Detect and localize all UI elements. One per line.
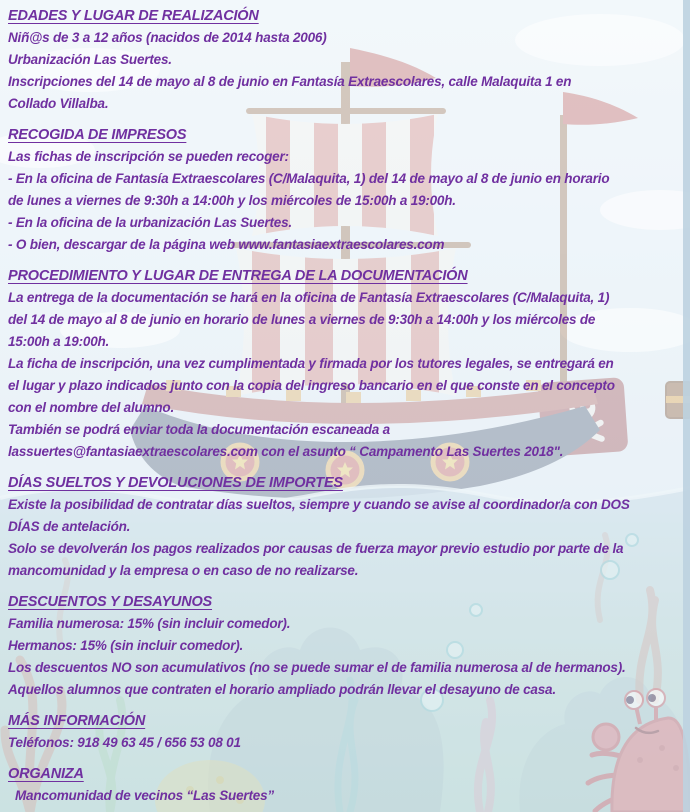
section-heading: DESCUENTOS Y DESAYUNOS — [8, 594, 213, 610]
section-organiza — [8, 763, 682, 807]
text-line: Niñ@s de 3 a 12 años (nacidos de 2014 hasta 2006) — [8, 30, 327, 45]
section-procedimiento — [8, 265, 682, 463]
text-line: Inscripciones del 14 de mayo al 8 de junio en Fantasía Extraescolares, calle Malaquita 1 en — [8, 74, 572, 89]
text-line: Urbanización Las Suertes. — [8, 52, 172, 67]
text-line: 15:00h a 19:00h. — [8, 334, 110, 349]
text-line: de lunes a viernes de 9:30h a 14:00h y los miércoles de 15:00h a 19:00h. — [8, 193, 456, 208]
text-line: Aquellos alumnos que contraten el horario ampliado podrán llevar el desayuno de casa. — [8, 682, 556, 697]
section-descuentos — [8, 591, 682, 701]
organizer-name: Mancomunidad de vecinos “Las Suertes” — [15, 788, 274, 803]
text-line: La ficha de inscripción, una vez cumplimentada y firmada por los tutores legales, se entregará en — [8, 356, 614, 371]
section-heading: PROCEDIMIENTO Y LUGAR DE ENTREGA DE LA DOCUMENTACIÓN — [8, 268, 468, 284]
text-line: lassuertes@fantasiaextraescolares.com con el asunto “ Campamento Las Suertes 2018". — [8, 444, 564, 459]
text-line: el lugar y plazo indicados junto con la copia del ingreso bancario en el que conste en el concepto — [8, 378, 615, 393]
text-line: con el nombre del alumno. — [8, 400, 175, 415]
text-line: - O bien, descargar de la página web www.fantasiaextraescolares.com — [8, 237, 445, 252]
text-line: - En la oficina de Fantasía Extraescolares (C/Malaquita, 1) del 14 de mayo al 8 de junio en horario — [8, 171, 610, 186]
text-line: Hermanos: 15% (sin incluir comedor). — [8, 638, 244, 653]
text-line: Existe la posibilidad de contratar días sueltos, siempre y cuando se avise al coordinador/a con DOS — [8, 497, 630, 512]
text-line: Familia numerosa: 15% (sin incluir comedor). — [8, 616, 291, 631]
text-line: DÍAS de antelación. — [8, 519, 131, 534]
text-line: del 14 de mayo al 8 de junio en horario de lunes a viernes de 9:30h a 14:00h y los miércoles de — [8, 312, 596, 327]
section-heading: RECOGIDA DE IMPRESOS — [8, 127, 187, 143]
section-recogida — [8, 124, 682, 256]
section-heading: MÁS INFORMACIÓN — [8, 713, 146, 729]
phone-numbers: Teléfonos: 918 49 63 45 / 656 53 08 01 — [8, 735, 241, 750]
text-line: Collado Villalba. — [8, 96, 109, 111]
section-heading: EDADES Y LUGAR DE REALIZACIÓN — [8, 8, 259, 24]
text-line: También se podrá enviar toda la documentación escaneada a — [8, 422, 390, 437]
text-line: Solo se devolverán los pagos realizados por causas de fuerza mayor previo estudio por parte de la — [8, 541, 624, 556]
section-heading: DÍAS SUELTOS Y DEVOLUCIONES DE IMPORTES — [8, 475, 343, 491]
section-edades — [8, 5, 682, 115]
text-line: Los descuentos NO son acumulativos (no se puede sumar el de familia numerosa al de hermanos). — [8, 660, 626, 675]
text-line: La entrega de la documentación se hará en la oficina de Fantasía Extraescolares (C/Malaquita, 1) — [8, 290, 610, 305]
section-mas-informacion — [8, 710, 682, 754]
section-dias-sueltos — [8, 472, 682, 582]
text-line: - En la oficina de la urbanización Las Suertes. — [8, 215, 292, 230]
section-heading: ORGANIZA — [8, 766, 84, 782]
text-line: mancomunidad y la empresa o en caso de no realizarse. — [8, 563, 359, 578]
text-line: Las fichas de inscripción se pueden recoger: — [8, 149, 289, 164]
